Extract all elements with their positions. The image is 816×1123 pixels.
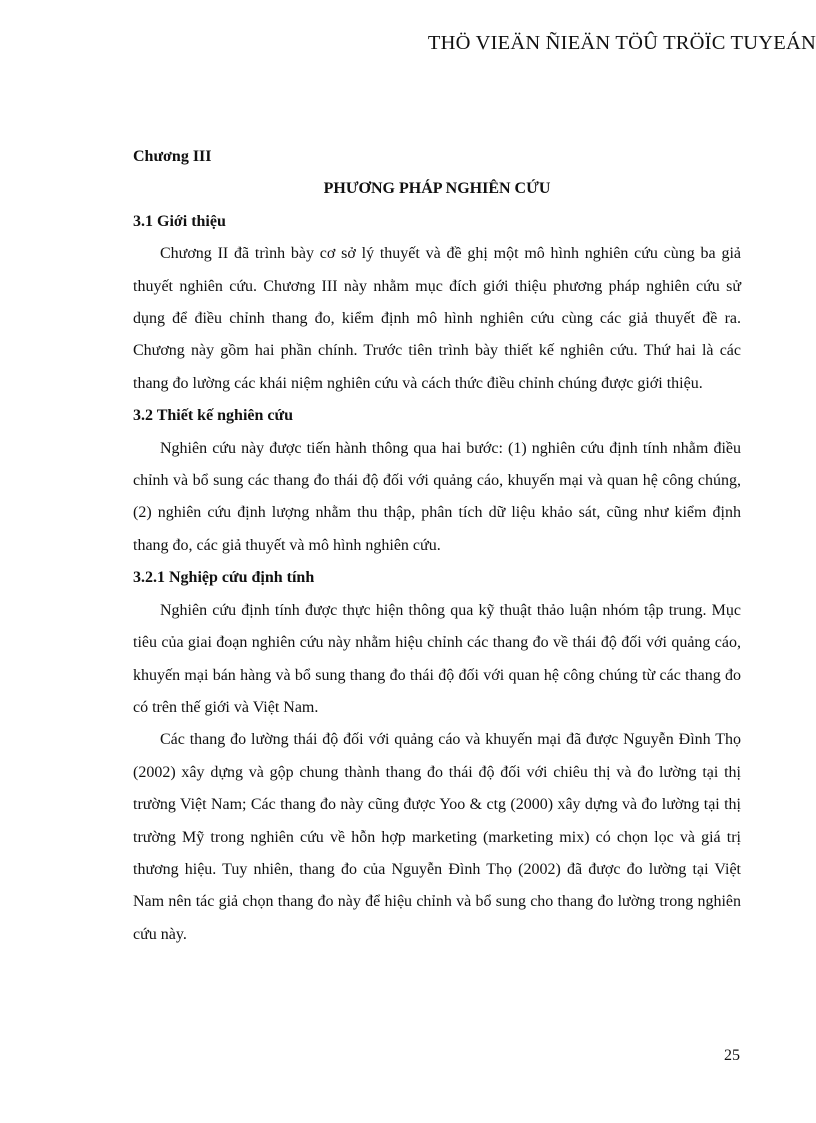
- section-heading-3-2-1: 3.2.1 Nghiệp cứu định tính: [133, 569, 315, 587]
- page-content: [133, 141, 741, 951]
- section-heading-3-2: 3.2 Thiết kế nghiên cứu: [133, 407, 293, 425]
- paragraph: Chương II đã trình bày cơ sở lý thuyết và đề ghị một mô hình nghiên cứu cùng ba giả thuyết nghiên cứu. Chương III này nhằm mục đích giới thiệu phương pháp nghiên cứu sử dụng để điều chỉnh thang đo, kiểm định mô hình nghiên cứu cùng các giả thuyết đề ra. Chương này gồm hai phần chính. Trước tiên trình bày thiết kế nghiên cứu. Thứ hai là các thang đo lường các khái niệm nghiên cứu và cách thức điều chỉnh chúng được giới thiệu.: [133, 245, 741, 392]
- paragraph: Nghiên cứu này được tiến hành thông qua hai bước: (1) nghiên cứu định tính nhằm điều chỉnh và bổ sung các thang đo thái độ đối với quảng cáo, khuyến mại và quan hệ công chúng, (2) nghiên cứu định lượng nhằm thu thập, phân tích dữ liệu khảo sát, cũng như kiểm định thang đo, các giả thuyết và mô hình nghiên cứu.: [133, 439, 741, 554]
- section-heading-3-1: 3.1 Giới thiệu: [133, 212, 226, 230]
- library-header: THÖ VIEÄN ÑIEÄN TÖÛ TRÖÏC TUYEÁN: [427, 32, 816, 54]
- page-number: 25: [724, 1047, 740, 1064]
- chapter-label: Chương III: [133, 148, 212, 165]
- paragraph: Các thang đo lường thái độ đối với quảng cáo và khuyến mại đã được Nguyễn Đình Thọ (2002) xây dựng và gộp chung thành thang đo thái độ đối với chiêu thị và đo lường tại thị trường Việt Nam; Các thang đo này cũng được Yoo & ctg (2000) xây dựng và đo lường tại thị trường Mỹ trong nghiên cứu về hỗn hợp marketing (marketing mix) có chọn lọc và giá trị thương hiệu. Tuy nhiên, thang đo của Nguyễn Đình Thọ (2002) đã được đo lường tại Việt Nam nên tác giả chọn thang đo này để hiệu chỉnh và bổ sung cho thang đo lường trong nghiên cứu này.: [133, 731, 741, 943]
- chapter-title: PHƯƠNG PHÁP NGHIÊN CỨU: [323, 180, 551, 198]
- paragraph: Nghiên cứu định tính được thực hiện thông qua kỹ thuật thảo luận nhóm tập trung. Mục tiêu của giai đoạn nghiên cứu này nhằm hiệu chỉnh các thang đo về thái độ đối với quảng cáo, khuyến mại bán hàng và bổ sung thang đo thái độ đối với quan hệ công chúng từ các thang đo có trên thế giới và Việt Nam.: [133, 601, 741, 716]
